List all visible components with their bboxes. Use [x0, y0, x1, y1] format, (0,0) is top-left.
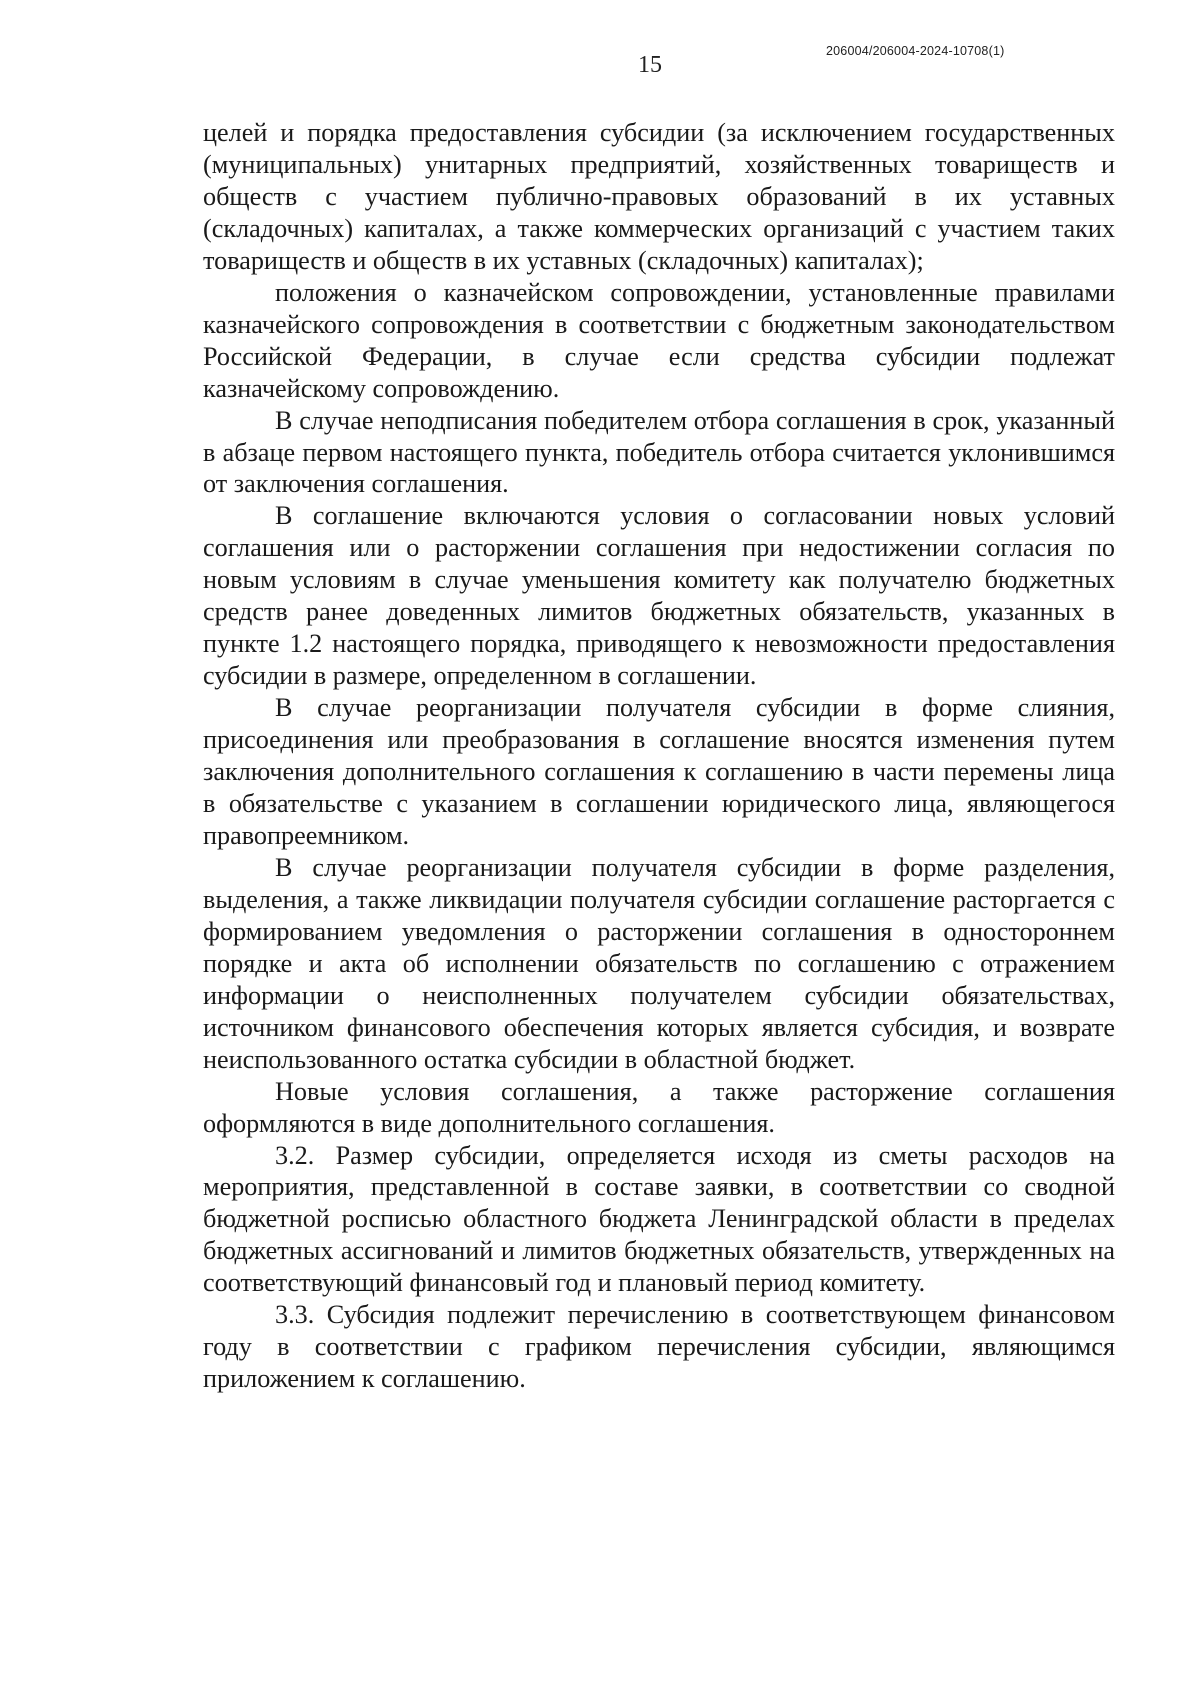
- document-body: [203, 117, 1115, 1395]
- page-number: 15: [638, 52, 662, 78]
- paragraph-non-signing: В случае неподписания победителем отбора соглашения в срок, указанный в абзаце первом настоящего пункта, победитель отбора считается уклонившимся от заключения соглашения.: [203, 405, 1115, 499]
- paragraph-reorganization-division: В случае реорганизации получателя субсидии в форме разделения, выделения, а также ликвидации получателя субсидии соглашение расторгается с формированием уведомления о расторжении соглашения в одностороннем порядке и акта об исполнении обязательств по соглашению с отражением информации о неисполненных получателем субсидии обязательствах, источником финансового обеспечения которых является субсидия, и возврате неиспользованного остатка субсидии в областной бюджет.: [203, 852, 1115, 1074]
- paragraph-agreement-conditions: В соглашение включаются условия о согласовании новых условий соглашения или о расторжении соглашения при недостижении согласия по новым условиям в случае уменьшения комитету как получателю бюджетных средств ранее доведенных лимитов бюджетных обязательств, указанных в пункте 1.2 настоящего порядка, приводящего к невозможности предоставления субсидии в размере, определенном в соглашении.: [203, 501, 1115, 691]
- paragraph-continuation: целей и порядка предоставления субсидии (за исключением государственных (муниципальных) унитарных предприятий, хозяйственных товариществ и обществ с участием публично-правовых образований в их уставных (складочных) капиталах, а также коммерческих организаций с участием таких товариществ и обществ в их уставных (складочных) капиталах);: [203, 118, 1115, 275]
- paragraph-3-2: 3.2. Размер субсидии, определяется исходя из сметы расходов на мероприятия, представленной в составе заявки, в соответствии со сводной бюджетной росписью областного бюджета Ленинградской области в пределах бюджетных ассигнований и лимитов бюджетных обязательств, утвержденных на соответствующий финансовый год и плановый период комитету.: [203, 1140, 1115, 1298]
- paragraph-treasury-support: положения о казначейском сопровождении, установленные правилами казначейского сопровождения в соответствии с бюджетным законодательством Российской Федерации, в случае если средства субсидии подлежат казначейскому сопровождению.: [203, 277, 1115, 403]
- paragraph-3-3: 3.3. Субсидия подлежит перечислению в соответствующем финансовом году в соответствии с графиком перечисления субсидии, являющимся приложением к соглашению.: [203, 1300, 1115, 1394]
- paragraph-new-conditions: Новые условия соглашения, а также расторжение соглашения оформляются в виде дополнительного соглашения.: [203, 1076, 1115, 1138]
- paragraph-reorganization-merger: В случае реорганизации получателя субсидии в форме слияния, присоединения или преобразования в соглашение вносятся изменения путем заключения дополнительного соглашения к соглашению в части перемены лица в обязательстве с указанием в соглашении юридического лица, являющегося правопреемником.: [203, 693, 1115, 850]
- document-registration-number: 206004/206004-2024-10708(1): [826, 44, 1005, 58]
